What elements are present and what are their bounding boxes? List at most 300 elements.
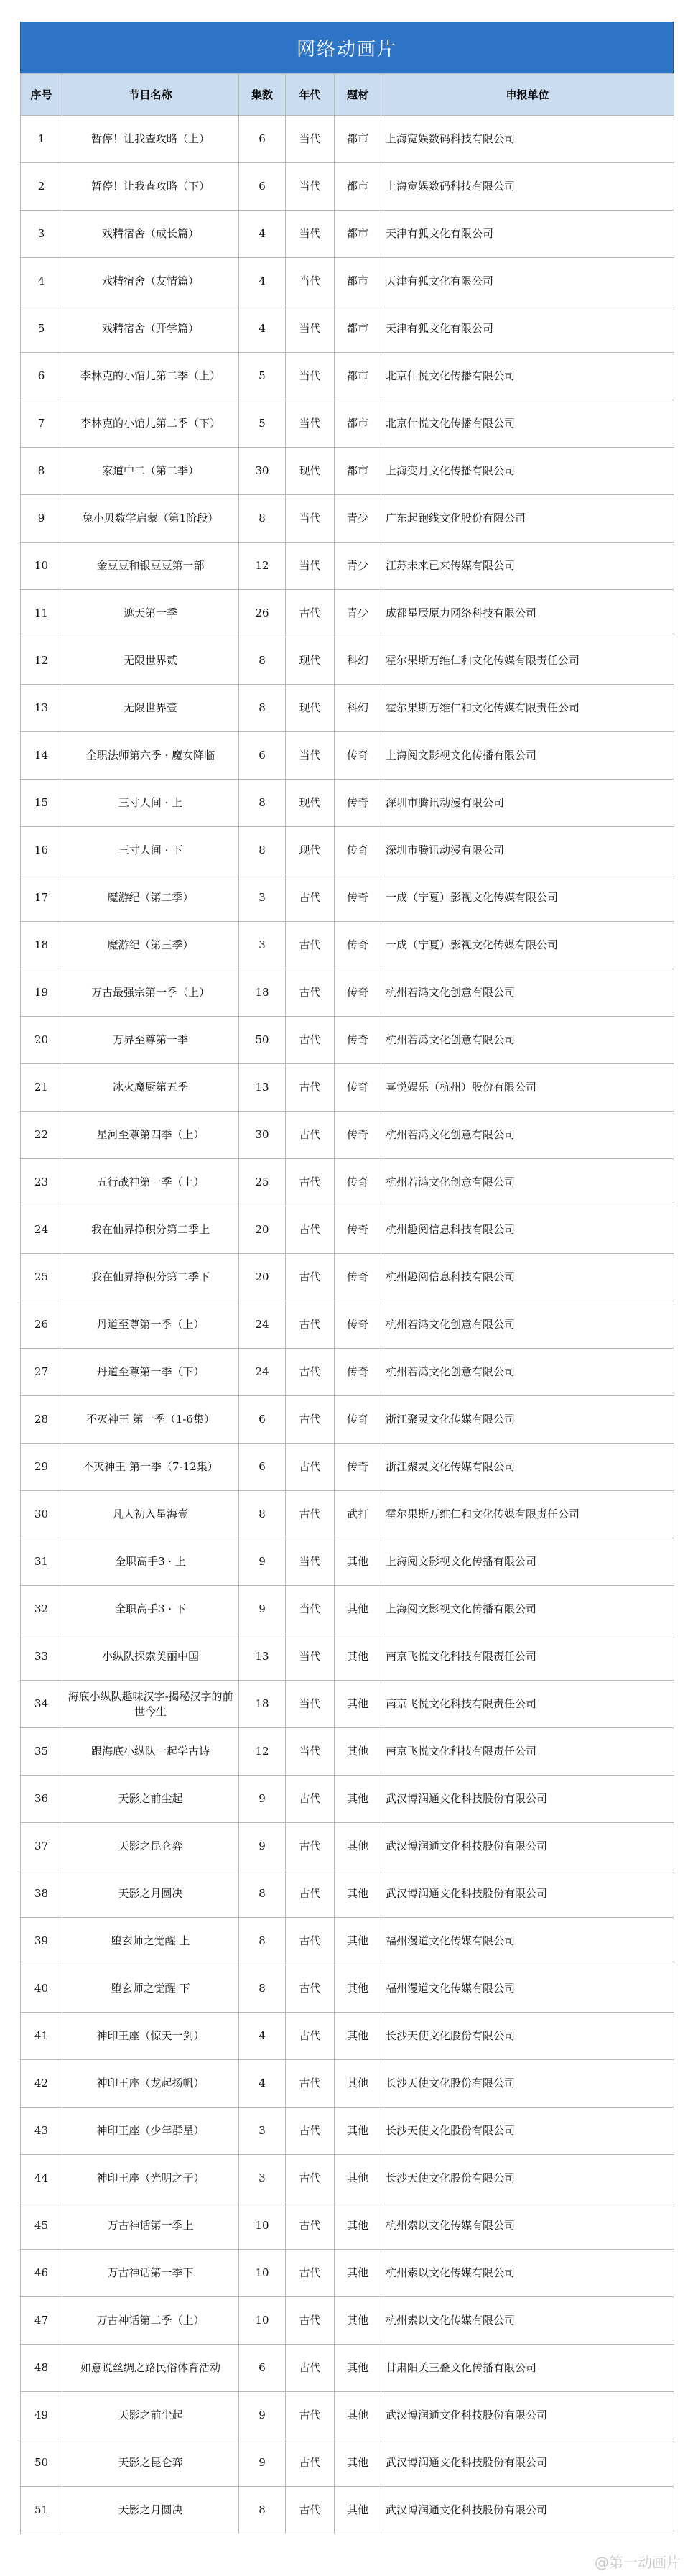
cell-episodes: 9 [239,1538,286,1586]
cell-applicant: 浙江聚灵文化传媒有限公司 [381,1396,674,1444]
cell-era: 当代 [286,543,335,590]
cell-episodes: 18 [239,1681,286,1728]
cell-applicant: 天津有狐文化有限公司 [381,211,674,258]
cell-program-name: 不灭神王 第一季（7-12集） [62,1444,239,1491]
table-row [21,1965,674,2013]
cell-episodes: 4 [239,305,286,353]
cell-index: 7 [21,400,62,448]
cell-program-name: 兔小贝数学启蒙（第1阶段） [62,495,239,543]
cell-program-name: 堕玄师之觉醒 上 [62,1918,239,1965]
cell-program-name: 天影之月圆决 [62,1870,239,1918]
cell-era: 当代 [286,400,335,448]
cell-program-name: 神印王座（少年群星） [62,2108,239,2155]
cell-index: 24 [21,1206,62,1254]
cell-episodes: 6 [239,163,286,211]
cell-genre: 科幻 [335,637,381,685]
cell-index: 18 [21,922,62,969]
cell-era: 古代 [286,1491,335,1538]
cell-era: 当代 [286,732,335,780]
table-row [21,2345,674,2392]
cell-index: 16 [21,827,62,874]
table-row [21,2060,674,2108]
cell-applicant: 北京什悦文化传播有限公司 [381,400,674,448]
cell-era: 古代 [286,2060,335,2108]
table-row [21,163,674,211]
cell-index: 49 [21,2392,62,2439]
cell-applicant: 一成（宁夏）影视文化传媒有限公司 [381,922,674,969]
cell-episodes: 30 [239,1112,286,1159]
cell-program-name: 暂停！让我查攻略（下） [62,163,239,211]
cell-genre: 传奇 [335,922,381,969]
cell-applicant: 北京什悦文化传播有限公司 [381,353,674,400]
header-row [21,74,674,116]
cell-era: 古代 [286,1823,335,1870]
cell-index: 20 [21,1017,62,1064]
cell-genre: 科幻 [335,685,381,732]
cell-index: 12 [21,637,62,685]
cell-era: 古代 [286,2439,335,2487]
cell-era: 古代 [286,2202,335,2250]
cell-program-name: 无限世界壹 [62,685,239,732]
cell-applicant: 杭州索以文化传媒有限公司 [381,2250,674,2297]
cell-index: 32 [21,1586,62,1633]
cell-era: 古代 [286,1444,335,1491]
cell-era: 古代 [286,1965,335,2013]
table-row [21,590,674,637]
cell-index: 39 [21,1918,62,1965]
cell-genre: 其他 [335,2155,381,2202]
table-row [21,2155,674,2202]
cell-episodes: 50 [239,1017,286,1064]
cell-episodes: 6 [239,1396,286,1444]
cell-genre: 都市 [335,211,381,258]
cell-index: 29 [21,1444,62,1491]
cell-index: 11 [21,590,62,637]
table-row [21,1206,674,1254]
cell-era: 当代 [286,1728,335,1776]
cell-program-name: 全职法师第六季 · 魔女降临 [62,732,239,780]
table-row [21,1349,674,1396]
table-row [21,2439,674,2487]
table-row [21,1870,674,1918]
cell-applicant: 浙江聚灵文化传媒有限公司 [381,1444,674,1491]
cell-episodes: 8 [239,1870,286,1918]
cell-episodes: 24 [239,1301,286,1349]
cell-episodes: 8 [239,1965,286,2013]
cell-genre: 其他 [335,2487,381,2534]
cell-index: 28 [21,1396,62,1444]
cell-episodes: 24 [239,1349,286,1396]
cell-genre: 都市 [335,305,381,353]
header-genre: 题材 [335,74,381,116]
table-row [21,2202,674,2250]
cell-program-name: 戏精宿舍（成长篇） [62,211,239,258]
cell-index: 43 [21,2108,62,2155]
cell-applicant: 杭州若鸿文化创意有限公司 [381,969,674,1017]
cell-index: 36 [21,1776,62,1823]
cell-applicant: 南京飞悦文化科技有限责任公司 [381,1633,674,1681]
program-table [20,73,674,2534]
cell-episodes: 5 [239,353,286,400]
cell-genre: 传奇 [335,1301,381,1349]
cell-applicant: 成都星辰原力网络科技有限公司 [381,590,674,637]
cell-index: 30 [21,1491,62,1538]
cell-era: 当代 [286,495,335,543]
cell-episodes: 20 [239,1254,286,1301]
cell-index: 19 [21,969,62,1017]
cell-index: 27 [21,1349,62,1396]
cell-applicant: 深圳市腾讯动漫有限公司 [381,780,674,827]
watermark: @第一动画片 [595,2554,681,2571]
cell-index: 13 [21,685,62,732]
table-row [21,495,674,543]
table-row [21,1491,674,1538]
cell-genre: 其他 [335,2250,381,2297]
cell-era: 古代 [286,2013,335,2060]
cell-genre: 传奇 [335,1396,381,1444]
cell-genre: 都市 [335,400,381,448]
cell-applicant: 福州漫道文化传媒有限公司 [381,1918,674,1965]
cell-program-name: 万界至尊第一季 [62,1017,239,1064]
table-row [21,1159,674,1206]
cell-genre: 青少 [335,590,381,637]
cell-program-name: 不灭神王 第一季（1-6集） [62,1396,239,1444]
cell-index: 17 [21,874,62,922]
cell-genre: 其他 [335,1538,381,1586]
table-row [21,827,674,874]
cell-program-name: 五行战神第一季（上） [62,1159,239,1206]
cell-program-name: 三寸人间 · 下 [62,827,239,874]
table-row [21,1017,674,1064]
cell-index: 4 [21,258,62,305]
cell-era: 古代 [286,1349,335,1396]
cell-applicant: 杭州若鸿文化创意有限公司 [381,1159,674,1206]
cell-program-name: 万古最强宗第一季（上） [62,969,239,1017]
cell-era: 当代 [286,258,335,305]
cell-index: 40 [21,1965,62,2013]
table-row [21,543,674,590]
cell-index: 31 [21,1538,62,1586]
cell-program-name: 魔游纪（第二季） [62,874,239,922]
cell-genre: 传奇 [335,1159,381,1206]
cell-episodes: 8 [239,1491,286,1538]
cell-program-name: 神印王座（惊天一剑） [62,2013,239,2060]
table-row [21,1538,674,1586]
cell-era: 当代 [286,305,335,353]
cell-era: 古代 [286,1776,335,1823]
cell-index: 10 [21,543,62,590]
cell-program-name: 天影之昆仑弈 [62,1823,239,1870]
table-row [21,211,674,258]
cell-program-name: 我在仙界挣积分第二季下 [62,1254,239,1301]
cell-genre: 其他 [335,1586,381,1633]
cell-era: 古代 [286,2108,335,2155]
cell-program-name: 戏精宿舍（开学篇） [62,305,239,353]
cell-applicant: 深圳市腾讯动漫有限公司 [381,827,674,874]
cell-era: 现代 [286,448,335,495]
cell-applicant: 上海宽娱数码科技有限公司 [381,163,674,211]
cell-program-name: 金豆豆和银豆豆第一部 [62,543,239,590]
cell-genre: 其他 [335,2439,381,2487]
cell-episodes: 18 [239,969,286,1017]
table-row [21,969,674,1017]
cell-episodes: 26 [239,590,286,637]
cell-genre: 都市 [335,258,381,305]
cell-episodes: 4 [239,211,286,258]
header-program-name: 节目名称 [62,74,239,116]
cell-episodes: 13 [239,1064,286,1112]
cell-program-name: 堕玄师之觉醒 下 [62,1965,239,2013]
cell-genre: 都市 [335,163,381,211]
cell-program-name: 李林克的小馆儿第二季（下） [62,400,239,448]
cell-program-name: 天影之前尘起 [62,2392,239,2439]
cell-index: 22 [21,1112,62,1159]
table-row [21,1254,674,1301]
cell-era: 当代 [286,116,335,163]
cell-episodes: 8 [239,827,286,874]
cell-genre: 其他 [335,2108,381,2155]
document-sheet [20,22,674,2534]
cell-program-name: 魔游纪（第三季） [62,922,239,969]
cell-applicant: 一成（宁夏）影视文化传媒有限公司 [381,874,674,922]
cell-applicant: 上海宽娱数码科技有限公司 [381,116,674,163]
cell-genre: 传奇 [335,1064,381,1112]
cell-program-name: 冰火魔厨第五季 [62,1064,239,1112]
cell-genre: 传奇 [335,1112,381,1159]
cell-era: 古代 [286,969,335,1017]
table-row [21,1301,674,1349]
cell-program-name: 万古神话第一季上 [62,2202,239,2250]
cell-era: 古代 [286,1159,335,1206]
cell-program-name: 戏精宿舍（友情篇） [62,258,239,305]
cell-era: 古代 [286,1017,335,1064]
cell-applicant: 长沙天使文化股份有限公司 [381,2155,674,2202]
table-row [21,1396,674,1444]
cell-applicant: 霍尔果斯万维仁和文化传媒有限责任公司 [381,1491,674,1538]
cell-episodes: 6 [239,116,286,163]
table-row [21,2392,674,2439]
cell-index: 3 [21,211,62,258]
cell-program-name: 家道中二（第二季） [62,448,239,495]
cell-genre: 传奇 [335,1206,381,1254]
cell-era: 当代 [286,1681,335,1728]
cell-applicant: 上海阅文影视文化传播有限公司 [381,732,674,780]
cell-genre: 其他 [335,2392,381,2439]
table-row [21,1633,674,1681]
cell-applicant: 上海阅文影视文化传播有限公司 [381,1538,674,1586]
cell-applicant: 福州漫道文化传媒有限公司 [381,1965,674,2013]
cell-episodes: 8 [239,1918,286,1965]
cell-applicant: 长沙天使文化股份有限公司 [381,2108,674,2155]
cell-episodes: 3 [239,874,286,922]
cell-genre: 其他 [335,1681,381,1728]
cell-genre: 传奇 [335,1444,381,1491]
cell-index: 51 [21,2487,62,2534]
cell-episodes: 30 [239,448,286,495]
cell-applicant: 杭州索以文化传媒有限公司 [381,2297,674,2345]
cell-era: 现代 [286,637,335,685]
cell-era: 当代 [286,211,335,258]
table-row [21,258,674,305]
cell-era: 古代 [286,1918,335,1965]
cell-program-name: 万古神话第一季下 [62,2250,239,2297]
cell-episodes: 9 [239,1776,286,1823]
table-row [21,448,674,495]
cell-era: 古代 [286,590,335,637]
table-row [21,2297,674,2345]
cell-era: 古代 [286,1254,335,1301]
cell-era: 当代 [286,1538,335,1586]
cell-genre: 其他 [335,2297,381,2345]
cell-era: 古代 [286,2487,335,2534]
cell-index: 48 [21,2345,62,2392]
cell-applicant: 杭州若鸿文化创意有限公司 [381,1017,674,1064]
cell-applicant: 上海阅文影视文化传播有限公司 [381,1586,674,1633]
cell-episodes: 3 [239,922,286,969]
cell-applicant: 武汉博润通文化科技股份有限公司 [381,2439,674,2487]
table-row [21,1918,674,1965]
cell-genre: 其他 [335,1633,381,1681]
cell-index: 37 [21,1823,62,1870]
cell-index: 41 [21,2013,62,2060]
cell-episodes: 4 [239,2060,286,2108]
table-row [21,353,674,400]
cell-genre: 其他 [335,2202,381,2250]
cell-program-name: 海底小纵队趣味汉字-揭秘汉字的前世今生 [62,1681,239,1728]
cell-genre: 青少 [335,543,381,590]
cell-program-name: 无限世界贰 [62,637,239,685]
cell-genre: 其他 [335,2345,381,2392]
cell-genre: 其他 [335,1728,381,1776]
cell-program-name: 凡人初入星海壹 [62,1491,239,1538]
cell-era: 古代 [286,874,335,922]
cell-genre: 其他 [335,1918,381,1965]
cell-genre: 传奇 [335,1349,381,1396]
cell-program-name: 三寸人间 · 上 [62,780,239,827]
cell-era: 古代 [286,1112,335,1159]
cell-era: 现代 [286,685,335,732]
cell-era: 当代 [286,163,335,211]
cell-era: 古代 [286,1064,335,1112]
cell-index: 8 [21,448,62,495]
cell-episodes: 6 [239,1444,286,1491]
cell-applicant: 南京飞悦文化科技有限责任公司 [381,1681,674,1728]
cell-episodes: 8 [239,2487,286,2534]
cell-genre: 传奇 [335,827,381,874]
cell-genre: 其他 [335,1965,381,2013]
table-row [21,1112,674,1159]
cell-genre: 都市 [335,353,381,400]
cell-genre: 都市 [335,116,381,163]
cell-applicant: 杭州若鸿文化创意有限公司 [381,1301,674,1349]
cell-applicant: 武汉博润通文化科技股份有限公司 [381,1870,674,1918]
cell-index: 2 [21,163,62,211]
cell-applicant: 武汉博润通文化科技股份有限公司 [381,1776,674,1823]
cell-index: 6 [21,353,62,400]
cell-program-name: 李林克的小馆儿第二季（上） [62,353,239,400]
cell-episodes: 4 [239,2013,286,2060]
cell-applicant: 长沙天使文化股份有限公司 [381,2060,674,2108]
cell-episodes: 12 [239,1728,286,1776]
cell-program-name: 天影之前尘起 [62,1776,239,1823]
cell-genre: 其他 [335,1776,381,1823]
cell-episodes: 10 [239,2297,286,2345]
table-row [21,685,674,732]
cell-genre: 传奇 [335,780,381,827]
cell-program-name: 如意说丝绸之路民俗体育活动 [62,2345,239,2392]
header-era: 年代 [286,74,335,116]
table-row [21,1586,674,1633]
cell-applicant: 霍尔果斯万维仁和文化传媒有限责任公司 [381,637,674,685]
cell-applicant: 上海变月文化传播有限公司 [381,448,674,495]
cell-index: 33 [21,1633,62,1681]
cell-index: 21 [21,1064,62,1112]
cell-applicant: 霍尔果斯万维仁和文化传媒有限责任公司 [381,685,674,732]
cell-applicant: 武汉博润通文化科技股份有限公司 [381,2487,674,2534]
cell-program-name: 暂停！让我查攻略（上） [62,116,239,163]
table-row [21,1444,674,1491]
table-row [21,922,674,969]
cell-program-name: 全职高手3 · 下 [62,1586,239,1633]
cell-program-name: 丹道至尊第一季（上） [62,1301,239,1349]
cell-program-name: 万古神话第二季（上） [62,2297,239,2345]
cell-index: 47 [21,2297,62,2345]
cell-genre: 传奇 [335,1017,381,1064]
header-index: 序号 [21,74,62,116]
cell-era: 现代 [286,780,335,827]
cell-genre: 武打 [335,1491,381,1538]
cell-episodes: 4 [239,258,286,305]
cell-index: 42 [21,2060,62,2108]
table-row [21,1776,674,1823]
cell-applicant: 天津有狐文化有限公司 [381,258,674,305]
cell-program-name: 天影之月圆决 [62,2487,239,2534]
cell-era: 当代 [286,1633,335,1681]
cell-episodes: 6 [239,732,286,780]
cell-era: 古代 [286,2297,335,2345]
cell-era: 当代 [286,1586,335,1633]
cell-genre: 其他 [335,2060,381,2108]
cell-index: 50 [21,2439,62,2487]
cell-applicant: 武汉博润通文化科技股份有限公司 [381,1823,674,1870]
table-row [21,2108,674,2155]
cell-genre: 青少 [335,495,381,543]
cell-episodes: 8 [239,495,286,543]
cell-episodes: 8 [239,685,286,732]
cell-applicant: 杭州趣阅信息科技有限公司 [381,1206,674,1254]
cell-era: 古代 [286,2250,335,2297]
cell-episodes: 6 [239,2345,286,2392]
cell-applicant: 武汉博润通文化科技股份有限公司 [381,2392,674,2439]
cell-index: 1 [21,116,62,163]
cell-era: 古代 [286,1870,335,1918]
cell-index: 5 [21,305,62,353]
cell-index: 9 [21,495,62,543]
cell-index: 44 [21,2155,62,2202]
cell-applicant: 杭州趣阅信息科技有限公司 [381,1254,674,1301]
cell-applicant: 杭州索以文化传媒有限公司 [381,2202,674,2250]
cell-era: 古代 [286,1396,335,1444]
table-row [21,1681,674,1728]
cell-episodes: 9 [239,1586,286,1633]
cell-era: 古代 [286,2155,335,2202]
cell-index: 45 [21,2202,62,2250]
cell-era: 古代 [286,2392,335,2439]
cell-era: 古代 [286,2345,335,2392]
cell-applicant: 长沙天使文化股份有限公司 [381,2013,674,2060]
cell-episodes: 20 [239,1206,286,1254]
cell-genre: 传奇 [335,1254,381,1301]
